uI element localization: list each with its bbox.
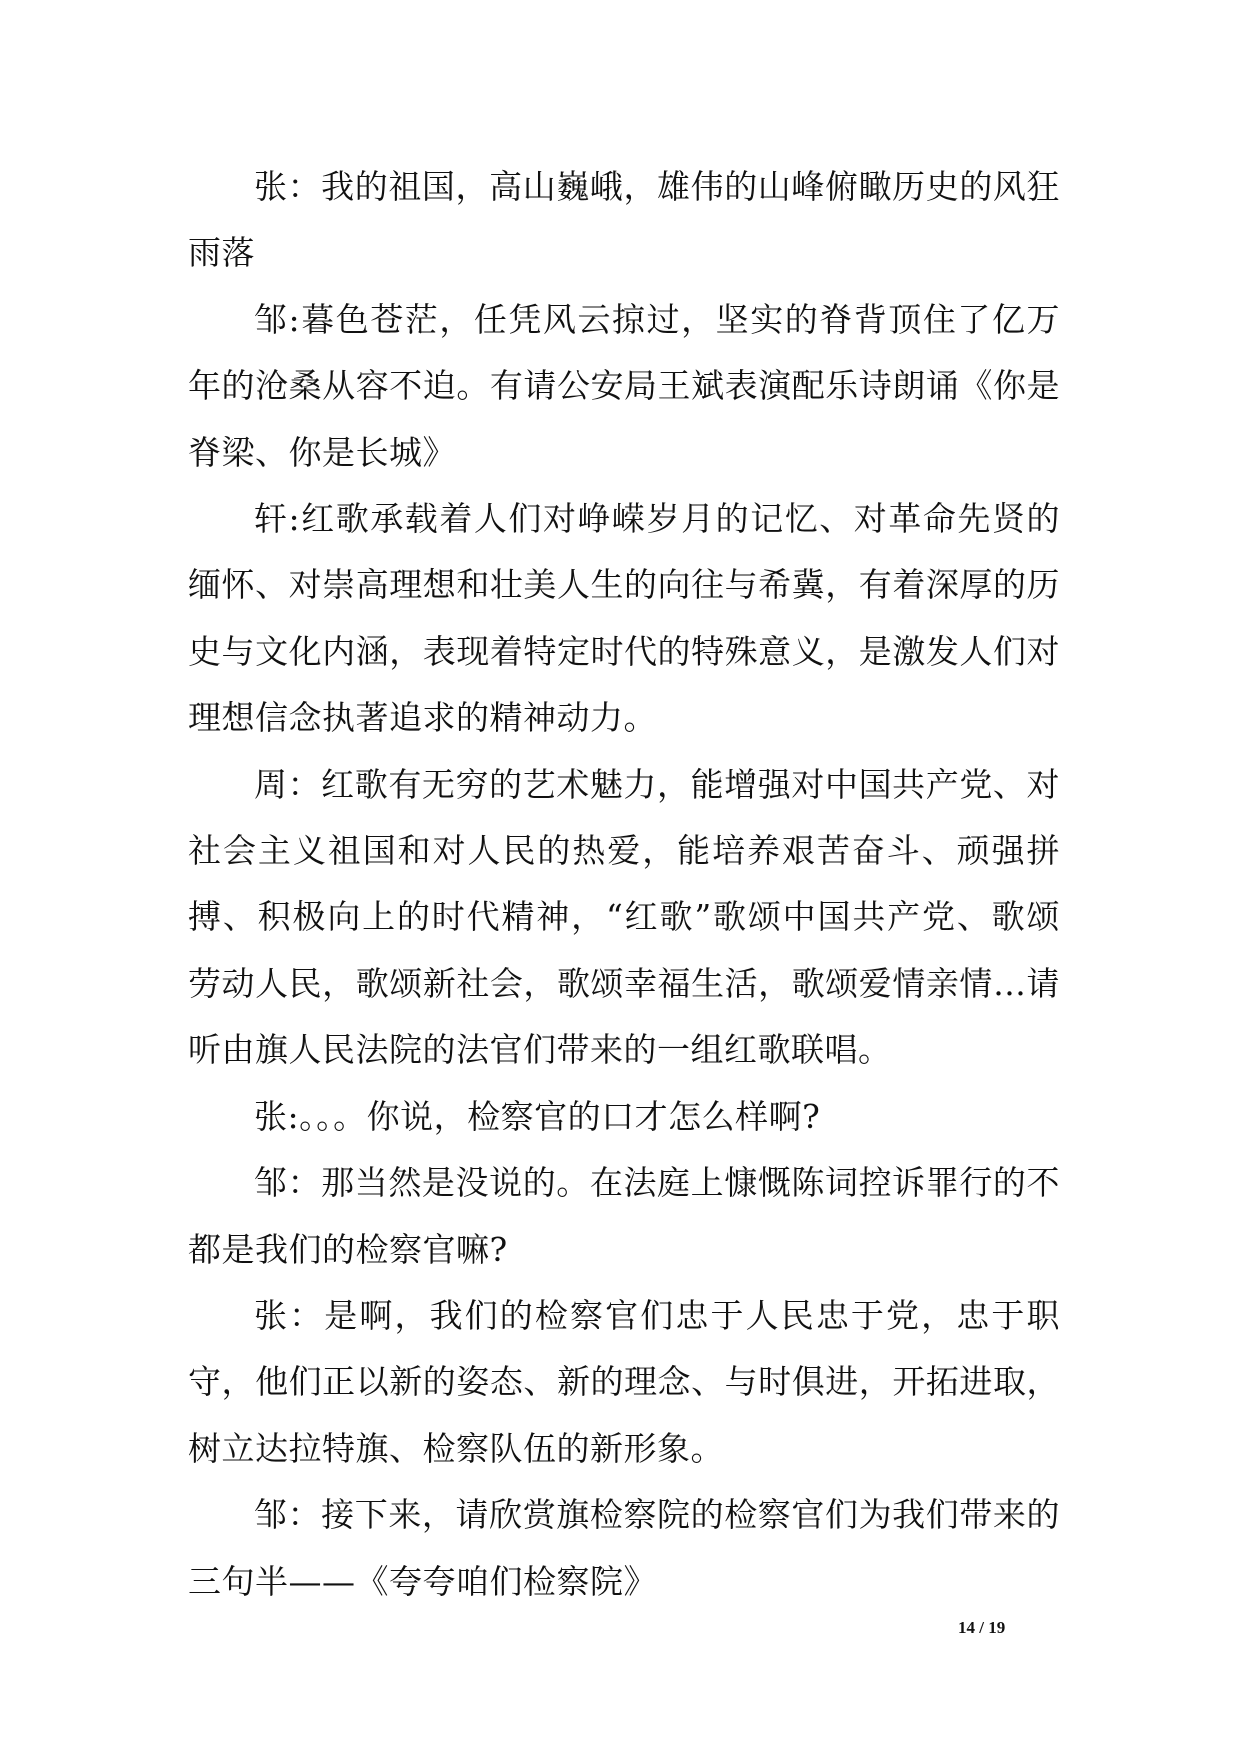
paragraph-1: 张：我的祖国，高山巍峨，雄伟的山峰俯瞰历史的风狂雨落 (188, 167, 1060, 273)
page-number: 14 / 19 (958, 1618, 1006, 1637)
paragraph-7: 张：是啊，我们的检察官们忠于人民忠于党，忠于职守，他们正以新的姿态、新的理念、与时俱进，开拓进取，树立达拉特旗、检察队伍的新形象。 (188, 1295, 1060, 1468)
paragraph-2: 邹:暮色苍茫，任凭风云掠过，坚实的脊背顶住了亿万年的沧桑从容不迫。有请公安局王斌表演配乐诗朗诵《你是脊梁、你是长城》 (188, 299, 1060, 472)
paragraph-4: 周：红歌有无穷的艺术魅力，能增强对中国共产党、对社会主义祖国和对人民的热爱，能培养艰苦奋斗、顽强拼搏、积极向上的时代精神，“红歌”歌颂中国共产党、歌颂劳动人民，歌颂新社会，歌颂幸福生活，歌颂爱情亲情…请听由旗人民法院的法官们带来的一组红歌联唱。 (188, 764, 1060, 1070)
paragraph-8: 邹：接下来，请欣赏旗检察院的检察官们为我们带来的三句半——《夸夸咱们检察院》 (188, 1495, 1060, 1601)
paragraph-3: 轩:红歌承载着人们对峥嵘岁月的记忆、对革命先贤的缅怀、对崇高理想和壮美人生的向往与希冀，有着深厚的历史与文化内涵，表现着特定时代的特殊意义，是激发人们对理想信念执著追求的精神动力。 (188, 499, 1060, 738)
document-body (188, 154, 1060, 1615)
paragraph-5: 张:。。。你说，检察官的口才怎么样啊? (254, 1096, 821, 1136)
paragraph-6: 邹：那当然是没说的。在法庭上慷慨陈词控诉罪行的不都是我们的检察官嘛? (188, 1163, 1060, 1269)
